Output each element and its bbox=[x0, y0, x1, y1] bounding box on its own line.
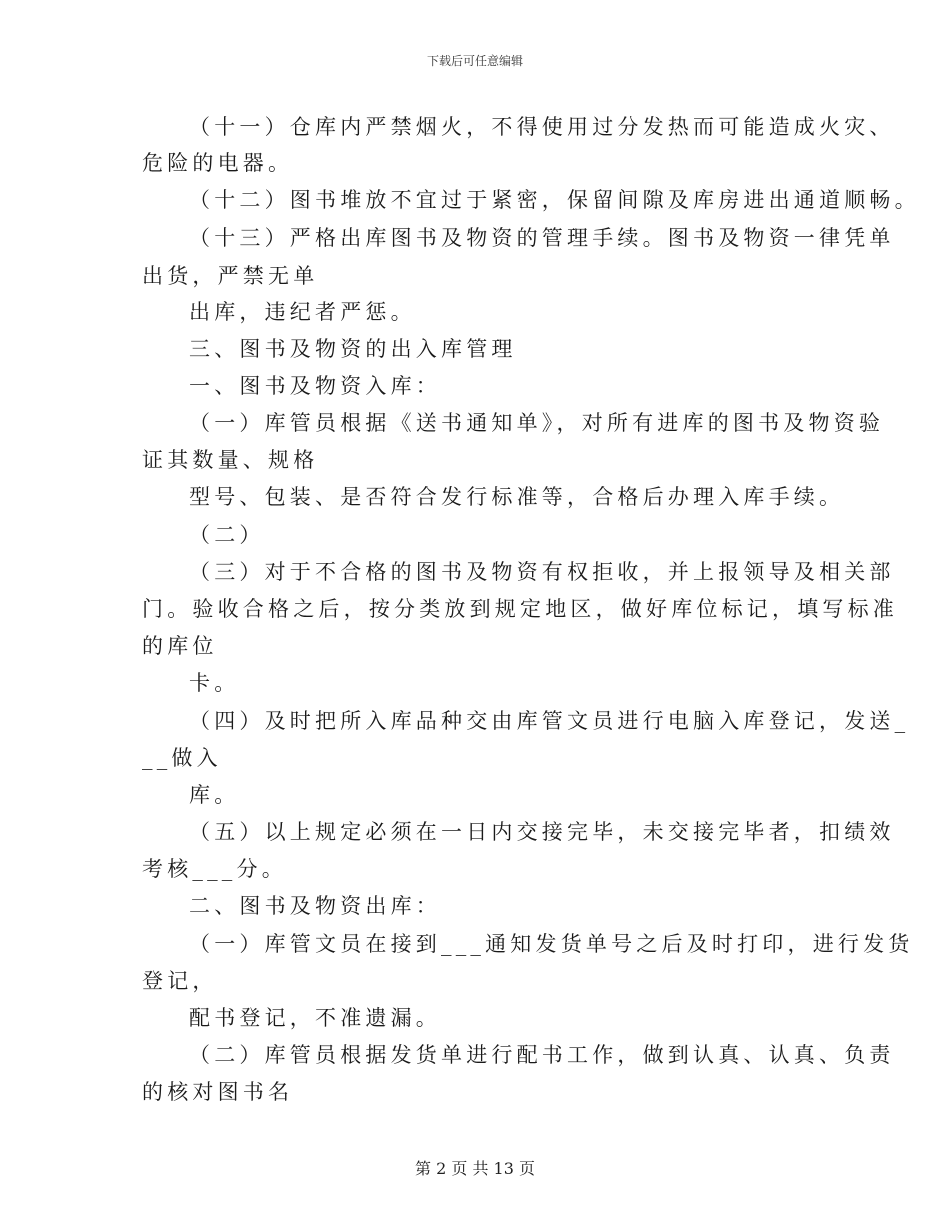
paragraph-line: （十二）图书堆放不宜过于紧密，保留间隙及库房进出通道顺畅。 bbox=[189, 188, 920, 212]
paragraph-line: 库。 bbox=[189, 783, 240, 807]
paragraph-line: 卡。 bbox=[189, 671, 240, 695]
paragraph-line: （一）库管文员在接到___通知发货单号之后及时打印，进行发货 bbox=[189, 932, 914, 956]
paragraph-line: 危险的电器。 bbox=[142, 151, 294, 175]
paragraph-line: （二） bbox=[189, 523, 265, 547]
paragraph-line: 登记， bbox=[142, 969, 218, 993]
paragraph-line: 的核对图书名 bbox=[142, 1080, 294, 1104]
paragraph-line: （二）库管员根据发货单进行配书工作，做到认真、认真、负责 bbox=[189, 1043, 895, 1067]
page-footer: 第 2 页 共 13 页 bbox=[415, 1159, 535, 1178]
paragraph-line: 型号、包装、是否符合发行标准等，合格后办理入库手续。 bbox=[189, 485, 845, 509]
paragraph-line: （四）及时把所入库品种交由库管文员进行电脑入库登记，发送_ bbox=[189, 709, 910, 733]
subsection-heading: 一、图书及物资入库： bbox=[189, 374, 441, 398]
paragraph-line: 的库位 bbox=[142, 634, 218, 658]
paragraph-line: （十三）严格出库图书及物资的管理手续。图书及物资一律凭单 bbox=[189, 226, 895, 250]
paragraph-line: 出货，严禁无单 bbox=[142, 264, 319, 288]
page-header: 下载后可任意编辑 bbox=[426, 54, 523, 68]
paragraph-line: （五）以上规定必须在一日内交接完毕，未交接完毕者，扣绩效 bbox=[189, 820, 895, 844]
paragraph-line: （一）库管员根据《送书通知单》，对所有进库的图书及物资验 bbox=[189, 411, 885, 435]
paragraph-line: __做入 bbox=[142, 746, 222, 770]
paragraph-line: （十一）仓库内严禁烟火，不得使用过分发热而可能造成火灾、 bbox=[189, 115, 895, 139]
section-heading: 三、图书及物资的出入库管理 bbox=[189, 337, 517, 361]
paragraph-line: 门。验收合格之后，按分类放到规定地区，做好库位标记，填写标准 bbox=[142, 597, 898, 621]
paragraph-line: 配书登记，不准遗漏。 bbox=[189, 1006, 441, 1030]
paragraph-line: 考核___分。 bbox=[142, 857, 287, 881]
subsection-heading: 二、图书及物资出库： bbox=[189, 894, 441, 918]
paragraph-line: 出库，违纪者严惩。 bbox=[189, 300, 416, 324]
paragraph-line: 证其数量、规格 bbox=[142, 448, 319, 472]
paragraph-line: （三）对于不合格的图书及物资有权拒收，并上报领导及相关部 bbox=[189, 560, 895, 584]
